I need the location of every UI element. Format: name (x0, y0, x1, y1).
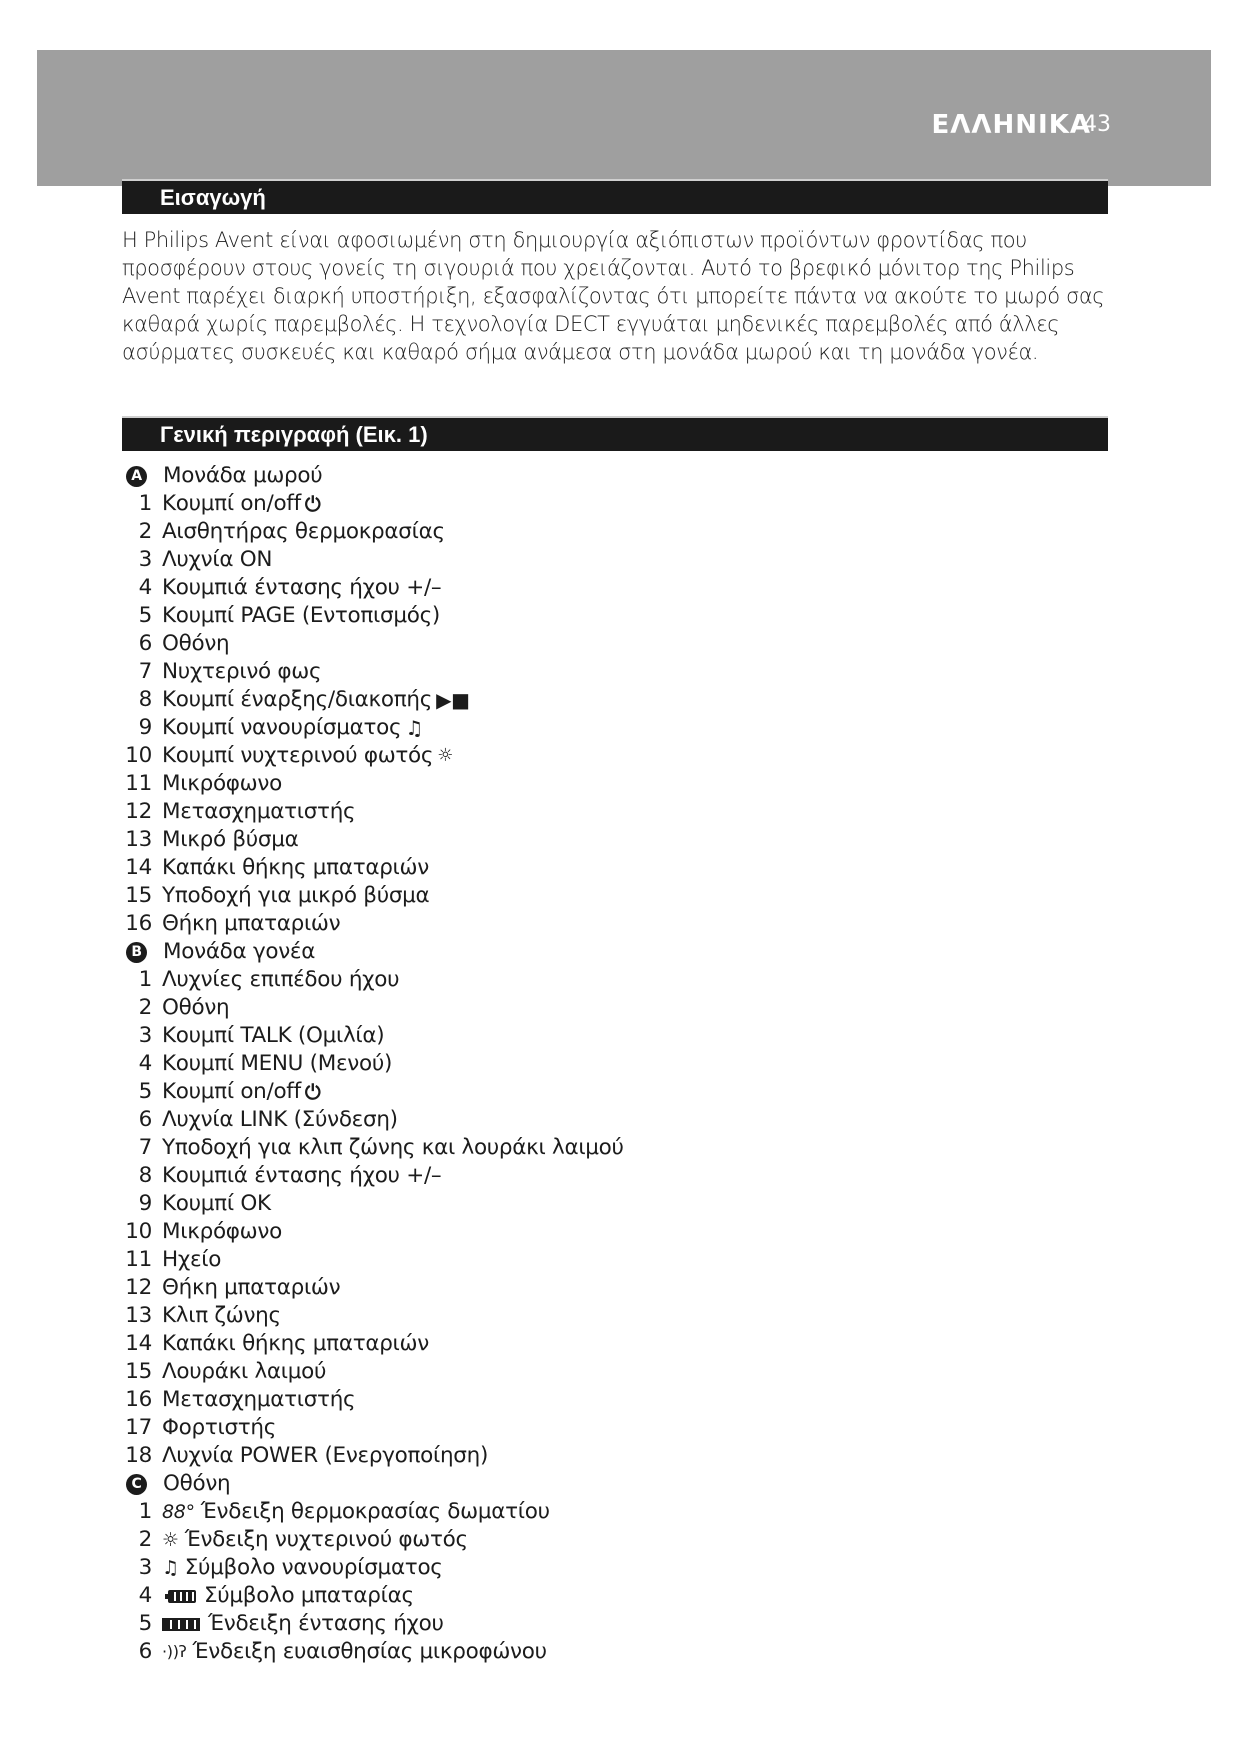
item-number: 6 (138, 1639, 152, 1664)
item-number: 4 (138, 1583, 152, 1608)
item-number: 11 (125, 1247, 152, 1272)
power-icon: ⏻ (304, 1080, 321, 1104)
item-number: 1 (138, 967, 152, 992)
list-item (122, 1414, 1108, 1442)
item-text: Κουμπιά έντασης ήχου +/– (162, 1163, 442, 1188)
list-item (122, 1302, 1108, 1330)
list-item (122, 826, 1108, 854)
list-item (122, 686, 1108, 714)
item-text: Λυχνία LINK (Σύνδεση) (162, 1107, 398, 1132)
item-number: 5 (138, 603, 152, 628)
item-number: 16 (125, 911, 152, 936)
item-number: 9 (138, 1191, 152, 1216)
list-item (122, 1330, 1108, 1358)
item-text: Ένδειξη θερμοκρασίας δωματίου (200, 1499, 550, 1524)
list-item (122, 714, 1108, 742)
item-text: Κλιπ ζώνης (162, 1303, 281, 1328)
group-header-baby-unit (122, 462, 1108, 490)
item-text: Κουμπί νυχτερινού φωτός (162, 743, 434, 768)
item-text: Καπάκι θήκης μπαταριών (162, 855, 429, 880)
item-text: Ηχείο (162, 1247, 222, 1272)
battery-icon (168, 1590, 196, 1603)
item-text: Κουμπί PAGE (Εντοπισμός) (162, 603, 440, 628)
item-number: 3 (138, 1555, 152, 1580)
section-title-overview: Γενική περιγραφή (Εικ. 1) (122, 416, 1108, 451)
section-title-intro: Εισαγωγή (122, 179, 1108, 214)
list-item (122, 1022, 1108, 1050)
list-item (122, 882, 1108, 910)
item-text: Λυχνία ON (162, 547, 273, 572)
item-number: 10 (125, 743, 152, 768)
item-text: Υποδοχή για κλιπ ζώνης και λουράκι λαιμού (162, 1135, 624, 1160)
item-number: 15 (125, 883, 152, 908)
list-item (122, 966, 1108, 994)
list-item (122, 630, 1108, 658)
power-icon: ⏻ (304, 492, 321, 516)
list-item (122, 1386, 1108, 1414)
list-item (122, 1358, 1108, 1386)
item-number: 4 (138, 575, 152, 600)
list-item (122, 1554, 1108, 1582)
item-number: 3 (138, 547, 152, 572)
list-item (122, 546, 1108, 574)
play-stop-icon: ▶■ (436, 688, 470, 712)
item-number: 14 (125, 1331, 152, 1356)
group-title: Μονάδα μωρού (163, 463, 323, 488)
group-title: Μονάδα γονέα (163, 939, 316, 964)
list-item (122, 1610, 1108, 1638)
item-number: 10 (125, 1219, 152, 1244)
header-language: ΕΛΛΗΝΙΚΑ (931, 110, 1091, 140)
item-text: Θήκη μπαταριών (162, 911, 341, 936)
item-text: Κουμπιά έντασης ήχου +/– (162, 575, 442, 600)
item-number: 8 (138, 687, 152, 712)
page-number: 43 (1083, 112, 1111, 137)
item-number: 2 (138, 1527, 152, 1552)
item-number: 6 (138, 1107, 152, 1132)
item-text: Μικρό βύσμα (162, 827, 299, 852)
item-number: 5 (138, 1079, 152, 1104)
item-text: Κουμπί on/off (162, 1079, 301, 1104)
item-number: 2 (138, 995, 152, 1020)
item-text: Κουμπί TALK (Ομιλία) (162, 1023, 385, 1048)
night-light-icon: ☼ (437, 745, 454, 766)
item-text: Κουμπί OK (162, 1191, 271, 1216)
item-text: Κουμπί έναρξης/διακοπής (162, 687, 433, 712)
microphone-sensitivity-icon: ·))ʔ (162, 1642, 187, 1661)
item-text: Οθόνη (162, 631, 230, 656)
volume-level-icon (162, 1618, 200, 1631)
item-number: 15 (125, 1359, 152, 1384)
list-item (122, 518, 1108, 546)
item-text: Ένδειξη ευαισθησίας μικροφώνου (192, 1639, 547, 1664)
lullaby-icon: ♫ (405, 716, 423, 740)
item-number: 12 (125, 1275, 152, 1300)
item-number: 3 (138, 1023, 152, 1048)
item-number: 8 (138, 1163, 152, 1188)
item-number: 18 (125, 1443, 152, 1468)
item-text: Λυχνία POWER (Ενεργοποίηση) (162, 1443, 489, 1468)
intro-paragraph: Η Philips Avent είναι αφοσιωμένη στη δημιουργία αξιόπιστων προϊόντων φροντίδας που προσφέρουν στους γονείς τη σιγουριά που χρειάζονται. Αυτό το βρεφικό μόνιτορ της Philips Avent παρέχει διαρκή υποστήριξη, εξασφαλίζοντας ότι μπορείτε πάντα να ακούτε το μωρό σας καθαρά χωρίς παρεμβολές. Η τεχνολογία DECT εγγυάται μηδενικές παρεμβολές από άλλες ασύρματες συσκευές και καθαρό σήμα ανάμεσα στη μονάδα μωρού και τη μονάδα γονέα. (122, 228, 1105, 364)
list-item (122, 1246, 1108, 1274)
item-text: Μετασχηματιστής (162, 799, 356, 824)
item-text: Μικρόφωνο (162, 1219, 282, 1244)
item-number: 14 (125, 855, 152, 880)
item-text: Ένδειξη έντασης ήχου (208, 1611, 444, 1636)
item-number: 11 (125, 771, 152, 796)
letter-c-icon: C (126, 1474, 147, 1495)
list-item (122, 770, 1108, 798)
list-item (122, 1442, 1108, 1470)
item-number: 16 (125, 1387, 152, 1412)
group-header-parent-unit (122, 938, 1108, 966)
night-light-icon: ☼ (162, 1529, 179, 1551)
group-title: Οθόνη (163, 1471, 231, 1496)
item-number: 6 (138, 631, 152, 656)
item-number: 12 (125, 799, 152, 824)
item-number: 5 (138, 1611, 152, 1636)
list-item (122, 1582, 1108, 1610)
list-item (122, 1050, 1108, 1078)
item-number: 7 (138, 659, 152, 684)
item-text: Κουμπί νανουρίσματος (162, 715, 402, 740)
list-item (122, 994, 1108, 1022)
item-number: 17 (125, 1415, 152, 1440)
letter-a-icon: A (126, 466, 147, 487)
item-text: Θήκη μπαταριών (162, 1275, 341, 1300)
lullaby-icon: ♫ (162, 1557, 179, 1579)
list-item (122, 1134, 1108, 1162)
list-item (122, 1106, 1108, 1134)
item-number: 13 (125, 827, 152, 852)
list-item (122, 1190, 1108, 1218)
parts-list (122, 462, 1108, 1666)
list-item (122, 1498, 1108, 1526)
item-number: 1 (138, 491, 152, 516)
list-item (122, 602, 1108, 630)
item-number: 4 (138, 1051, 152, 1076)
group-header-display (122, 1470, 1108, 1498)
item-text: Αισθητήρας θερμοκρασίας (162, 519, 445, 544)
item-text: Φορτιστής (162, 1415, 277, 1440)
list-item (122, 1162, 1108, 1190)
item-text: Λυχνίες επιπέδου ήχου (162, 967, 400, 992)
list-item (122, 798, 1108, 826)
item-number: 9 (138, 715, 152, 740)
list-item (122, 910, 1108, 938)
item-text: Οθόνη (162, 995, 230, 1020)
item-number: 2 (138, 519, 152, 544)
list-item (122, 1078, 1108, 1106)
item-text: Λουράκι λαιμού (162, 1359, 327, 1384)
item-text: Σύμβολο μπαταρίας (204, 1583, 414, 1608)
item-text: Μετασχηματιστής (162, 1387, 356, 1412)
item-text: Ένδειξη νυχτερινού φωτός (184, 1527, 468, 1552)
item-text: Καπάκι θήκης μπαταριών (162, 1331, 429, 1356)
list-item (122, 1638, 1108, 1666)
item-number: 1 (138, 1499, 152, 1524)
list-item (122, 490, 1108, 518)
list-item (122, 1526, 1108, 1554)
item-number: 13 (125, 1303, 152, 1328)
list-item (122, 854, 1108, 882)
temperature-digits-icon: 88° (162, 1501, 195, 1523)
list-item (122, 1274, 1108, 1302)
list-item (122, 574, 1108, 602)
item-text: Νυχτερινό φως (162, 659, 322, 684)
letter-b-icon: B (126, 942, 147, 963)
item-text: Σύμβολο νανουρίσματος (184, 1555, 443, 1580)
item-number: 7 (138, 1135, 152, 1160)
item-text: Κουμπί MENU (Μενού) (162, 1051, 393, 1076)
item-text: Κουμπί on/off (162, 491, 301, 516)
list-item (122, 658, 1108, 686)
item-text: Υποδοχή για μικρό βύσμα (162, 883, 430, 908)
list-item (122, 1218, 1108, 1246)
item-text: Μικρόφωνο (162, 771, 282, 796)
list-item (122, 742, 1108, 770)
